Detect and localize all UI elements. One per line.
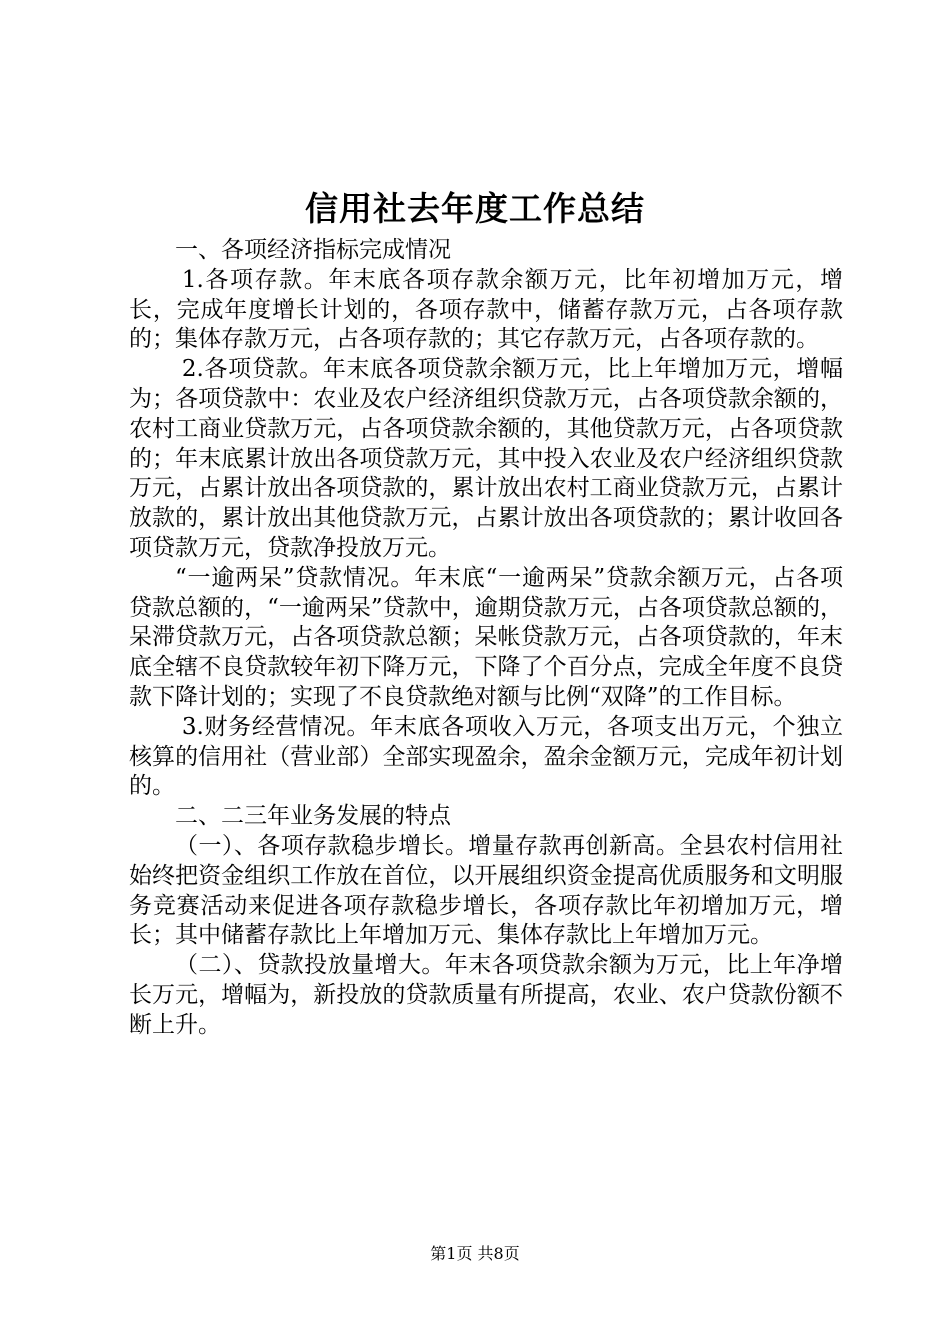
paragraph-loans: 2.各项贷款。年末底各项贷款余额万元，比上年增加万元，增幅为；各项贷款中：农业及农户经济组织贷款万元，占各项贷款余额的，农村工商业贷款万元，占各项贷款余额的，其他贷款万元，占各项贷款的；年末底累计放出各项贷款万元，其中投入农业及农户经济组织贷款万元，占累计放出各项贷款的，累计放出农村工商业贷款万元，占累计放款的，累计放出其他贷款万元，占累计放出各项贷款的；累计收回各项贷款万元，贷款净投放万元。 bbox=[129, 356, 843, 561]
section-heading: 一、各项经济指标完成情况 bbox=[175, 237, 451, 263]
page-footer: 第1页 共8页 bbox=[430, 1244, 520, 1263]
paragraph-feature-two: （二）、贷款投放量增大。年末各项贷款余额为万元，比上年净增长万元，增幅为，新投放的贷款质量有所提高，农业、农户贷款份额不断上升。 bbox=[129, 952, 843, 1038]
paragraph-deposits: 1.各项存款。年末底各项存款余额万元，比年初增加万元，增长，完成年度增长计划的，各项存款中，储蓄存款万元，占各项存款的；集体存款万元，占各项存款的；其它存款万元，占各项存款的。 bbox=[129, 266, 843, 353]
section-heading: 二、二三年业务发展的特点 bbox=[175, 803, 451, 830]
paragraph-feature-one: （一）、各项存款稳步增长。增量存款再创新高。全县农村信用社始终把资金组织工作放在首位，以开展组织资金提高优质服务和文明服务竞赛活动来促进各项存款稳步增长，各项存款比年初增加万元，增长；其中储蓄存款比上年增加万元、集体存款比上年增加万元。 bbox=[129, 832, 843, 949]
document-title: 信用社去年度工作总结 bbox=[305, 189, 645, 228]
paragraph-bad-loans: “一逾两呆”贷款情况。年末底“一逾两呆”贷款余额万元，占各项贷款总额的，“一逾两呆”贷款中，逾期贷款万元，占各项贷款总额的，呆滞贷款万元，占各项贷款总额；呆帐贷款万元，占各项贷款的，年末底全辖不良贷款较年初下降万元，下降了个百分点，完成全年度不良贷款下降计划的；实现了不良贷款绝对额与比例“双降”的工作目标。 bbox=[129, 564, 843, 710]
paragraph-finance: 3.财务经营情况。年末底各项收入万元，各项支出万元，个独立核算的信用社（营业部）全部实现盈余，盈余金额万元，完成年初计划的。 bbox=[129, 713, 843, 800]
document-body bbox=[129, 236, 843, 1041]
